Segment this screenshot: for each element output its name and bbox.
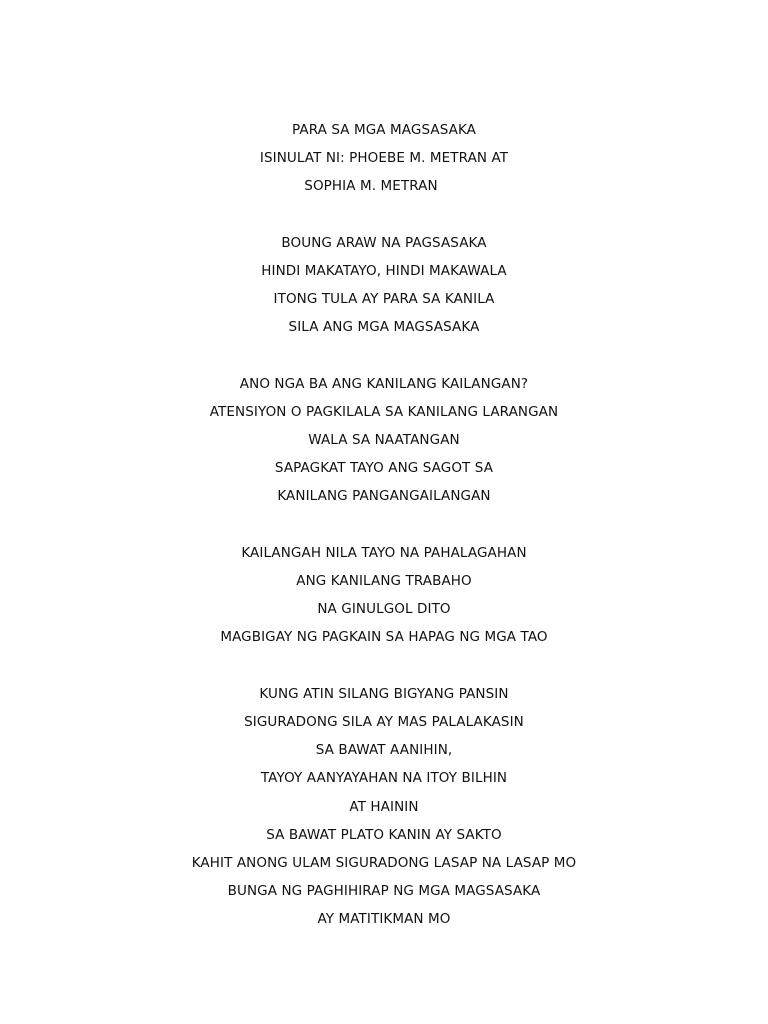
poem-line: SA BAWAT AANIHIN, [315,742,453,759]
poem-line: ATENSIYON O PAGKILALA SA KANILANG LARANGAN [209,403,559,420]
poem-line: ANO NGA BA ANG KANILANG KAILANGAN? [239,375,529,392]
poem-line: BUNGA NG PAGHIHIRAP NG MGA MAGSASAKA [227,883,541,900]
poem-line: WALA SA NAATANGAN [308,432,460,449]
stanza [0,370,768,511]
poem-line: AY MATITIKMAN MO [317,911,451,928]
poem-line: KAILANGAH NILA TAYO NA PAHALAGAHAN [241,544,527,561]
poem-line: BOUNG ARAW NA PAGSASAKA [281,234,487,251]
poem-line: AT HAININ [349,798,419,815]
stanza-gap [0,652,768,680]
poem-line: HINDI MAKATAYO, HINDI MAKAWALA [261,262,507,279]
stanza-gap [0,201,768,229]
stanza-gap [0,511,768,539]
poem-line: ITONG TULA AY PARA SA KANILA [273,291,495,308]
poem-line: KANILANG PANGANGAILANGAN [277,488,491,505]
poem-line: ANG KANILANG TRABAHO [296,573,472,589]
poem-line: SILA ANG MGA MAGSASAKA [288,319,480,336]
document-page [0,116,768,933]
poem-line: SA BAWAT PLATO KANIN AY SAKTO [266,826,502,843]
poem-title: PARA SA MGA MAGSASAKA [291,122,477,138]
stanza [0,229,768,342]
poem-line: SIGURADONG SILA AY MAS PALALAKASIN [244,713,524,730]
stanza-gap [0,342,768,370]
author-line: ISINULAT NI: PHOEBE M. METRAN AT [259,150,509,167]
poem-line: KAHIT ANONG ULAM SIGURADONG LASAP NA LASAP MO [191,854,577,871]
author-line: SOPHIA M. METRAN [304,178,438,195]
stanza [0,680,768,934]
stanza [0,539,768,652]
poem-line: MAGBIGAY NG PAGKAIN SA HAPAG NG MGA TAO [220,629,548,646]
poem-line: SAPAGKAT TAYO ANG SAGOT SA [274,460,494,477]
poem-line: TAYOY AANYAYAHAN NA ITOY BILHIN [260,770,508,787]
poem-line: NA GINULGOL DITO [317,601,451,618]
poem-line: KUNG ATIN SILANG BIGYANG PANSIN [259,685,509,702]
